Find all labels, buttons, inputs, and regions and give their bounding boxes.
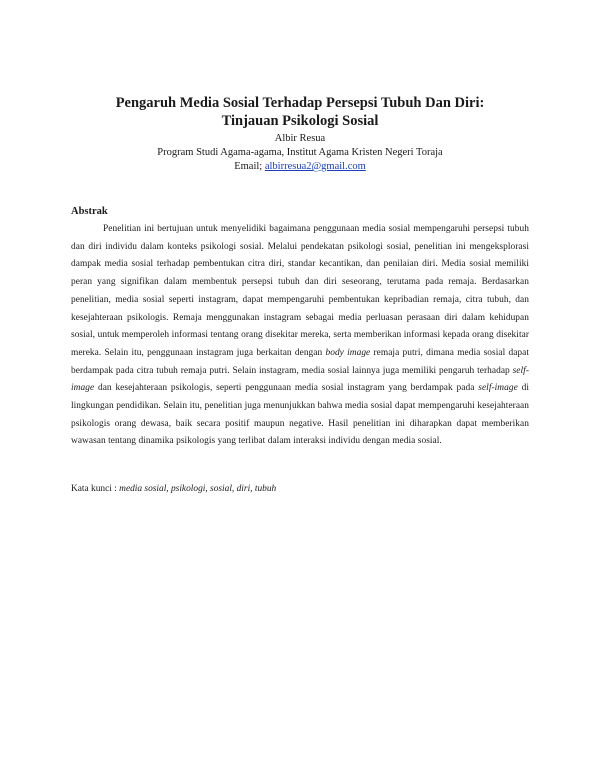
author-name: Albir Resua	[274, 133, 326, 144]
author-block	[0, 132, 600, 174]
abstract-text-1: Penelitian ini bertujuan untuk menyelidiki bagaimana penggunaan media sosial mempengaruhi persepsi tubuh dan diri individu dalam konteks psikologi sosial. Melalui pendekatan psikologi sosial, penelitian ini mengeksplorasi dampak media sosial terhadap pembentukan citra diri, standar kecantikan, dan penilaian diri. Media sosial memiliki peran yang signifikan dalam membentuk persepsi tubuh dan diri seseorang, terutama pada remaja. Berdasarkan penelitian, media sosial seperti instagram, dapat mempengaruhi pembentukan kepribadian remaja, citra tubuh, dan kesejahteraan psikologis. Remaja menggunakan instagram sebagai media perluasan perasaan diri dalam kehidupan sosial, untuk memperoleh informasi tentang orang disekitar mereka, serta memberikan informasi kepada orang disekitar mereka. Selain itu, penggunaan instagram juga berkaitan dengan	[71, 224, 529, 358]
paper-title	[0, 94, 600, 130]
email-link[interactable]: albirresua2@gmail.com	[264, 161, 366, 172]
author-affiliation: Program Studi Agama-agama, Institut Agama Kristen Negeri Toraja	[157, 147, 443, 158]
abstract-paragraph	[71, 221, 529, 451]
abstract-body	[71, 221, 529, 451]
author-email-line	[0, 160, 600, 174]
abstract-text-2: remaja putri, dimana media sosial dapat berdampak pada citra tubuh remaja putri. Selain instagram, media sosial lainnya juga memiliki pengaruh terhadap	[71, 347, 530, 376]
abstract-text-4: di lingkungan pendidikan. Selain itu, penelitian juga menunjukkan bahwa media sosial dapat mempengaruhi kesejahteraan psikologis orang dewasa, baik secara positif maupun negative. Hasil penelitian ini diharapkan dapat memberikan wawasan tentang dinamika psikologis yang terlibat dalam interaksi individu dengan media sosial.	[71, 383, 529, 447]
keywords-line	[71, 482, 529, 496]
abstract-emphasis-3: self-image	[478, 383, 518, 394]
abstract-emphasis-1: body image	[325, 347, 371, 358]
keywords-label: Kata kunci :	[71, 484, 120, 494]
paper-title-line-1: Pengaruh Media Sosial Terhadap Persepsi Tubuh Dan Diri:	[115, 95, 485, 111]
abstract-emphasis-2: self-image	[71, 365, 529, 394]
email-prefix: Email;	[234, 161, 265, 172]
paper-title-line-2: Tinjauan Psikologi Sosial	[221, 113, 379, 129]
keywords-terms: media sosial, psikologi, sosial, diri, tubuh	[119, 484, 277, 494]
abstract-text-3: dan kesejahteraan psikologis, seperti penggunaan media sosial instagram yang berdampak pada	[94, 383, 479, 394]
abstract-heading: Abstrak	[71, 206, 108, 217]
